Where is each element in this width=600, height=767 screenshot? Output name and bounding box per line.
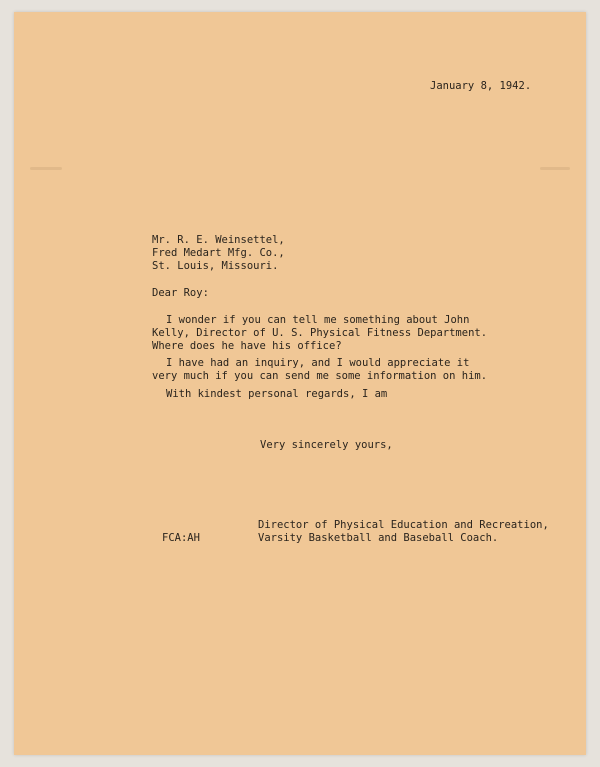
recipient-line-2: Fred Medart Mfg. Co.,: [152, 247, 285, 259]
recipient-line-3: St. Louis, Missouri.: [152, 260, 279, 272]
paper-mark-right: [540, 167, 570, 170]
paragraph-2-line-1: I have had an inquiry, and I would appreciate it: [166, 357, 470, 369]
letter-page: [14, 12, 586, 755]
signature-title-line-2: Varsity Basketball and Baseball Coach.: [258, 532, 499, 544]
typist-initials: FCA:AH: [162, 532, 200, 544]
recipient-line-1: Mr. R. E. Weinsettel,: [152, 234, 285, 246]
signature-title-line-1: Director of Physical Education and Recreation,: [258, 519, 549, 531]
paragraph-2-line-2: very much if you can send me some information on him.: [152, 370, 488, 382]
paragraph-1-line-2: Kelly, Director of U. S. Physical Fitness Department.: [152, 327, 488, 339]
paper-mark-left: [30, 167, 62, 170]
salutation: Dear Roy:: [152, 287, 209, 299]
letter-date: January 8, 1942.: [430, 80, 532, 92]
paragraph-1-line-3: Where does he have his office?: [152, 340, 342, 352]
paragraph-1-line-1: I wonder if you can tell me something about John: [166, 314, 470, 326]
closing: Very sincerely yours,: [260, 439, 393, 451]
paragraph-3: With kindest personal regards, I am: [166, 388, 388, 400]
